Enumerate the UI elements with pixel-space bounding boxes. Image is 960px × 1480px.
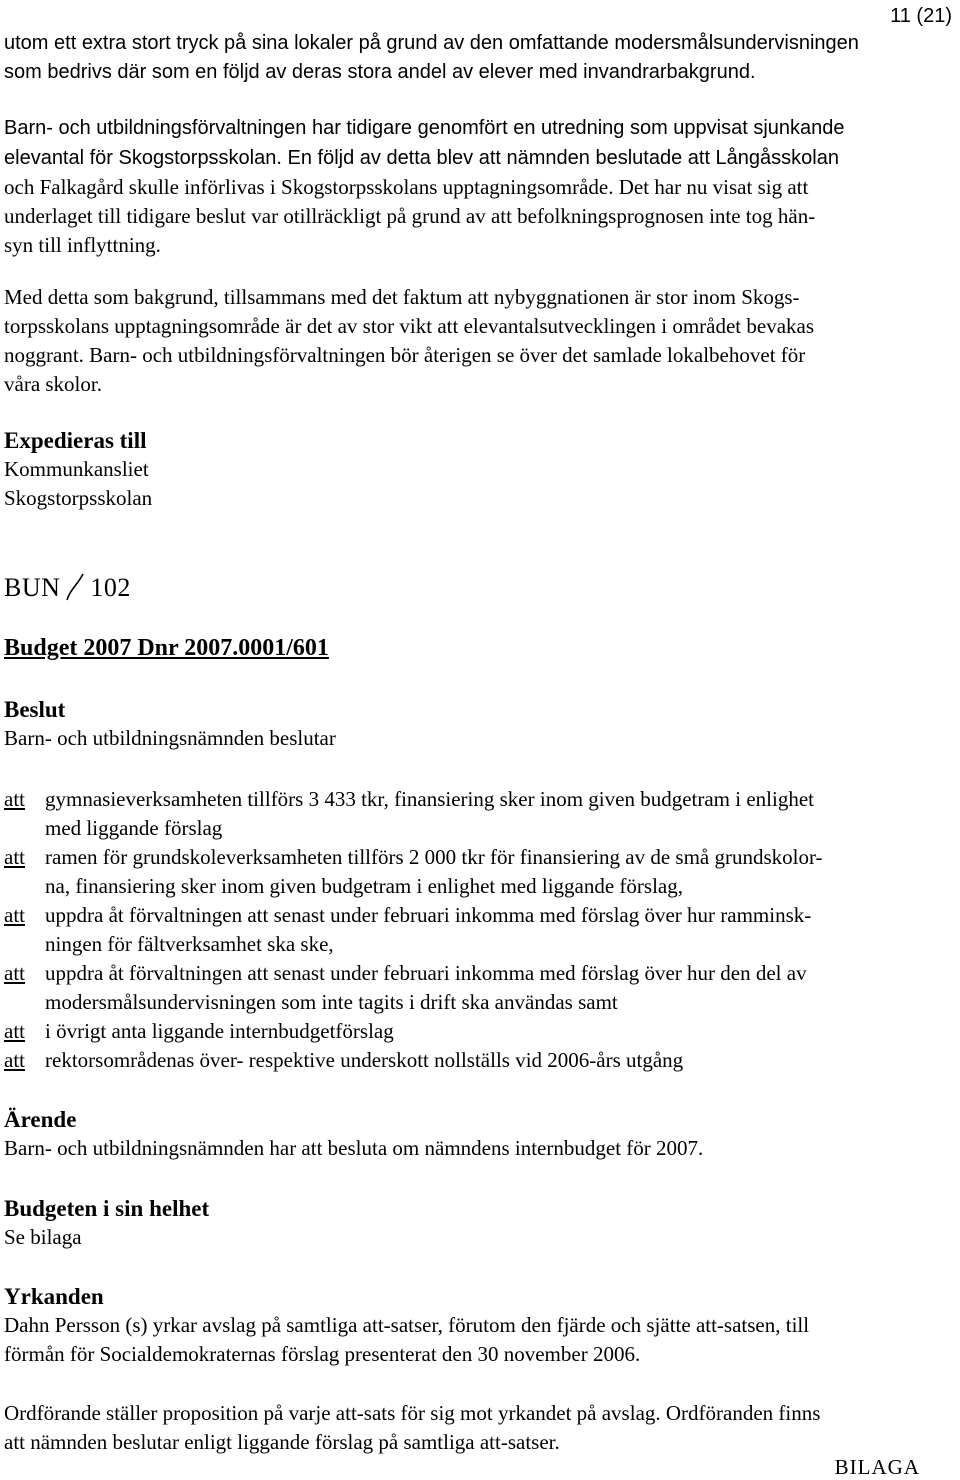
page-number: 11 (21) <box>890 5 952 27</box>
paragraph-flag-icon <box>64 572 86 602</box>
budgeten-section <box>4 1194 950 1252</box>
att-marker: att <box>4 787 25 811</box>
att-list <box>4 785 950 1075</box>
text-line: Ordförande ställer proposition på varje att-sats för sig mot yrkandet på avslag. Ordföranden finns <box>4 1401 821 1425</box>
text-line: Dahn Persson (s) yrkar avslag på samtliga att-satser, förutom den fjärde och sjätte att-satsen, till <box>4 1313 810 1337</box>
att-item <box>4 843 950 901</box>
text-line: elevantal för Skogstorpsskolan. <box>4 147 282 169</box>
bun-number: 102 <box>90 573 131 602</box>
att-item-line: rektorsområdenas över- respektive underskott nollställs vid 2006-års utgång <box>45 1048 684 1072</box>
att-item-text <box>45 843 950 901</box>
section-heading: Expedieras till <box>4 428 147 453</box>
text-line: att nämnden beslutar enligt liggande förslag på samtliga att-satser. <box>4 1430 560 1454</box>
section-heading: Budgeten i sin helhet <box>4 1196 210 1221</box>
recipient: Kommunkansliet <box>4 457 149 481</box>
text-line: noggrant. Barn- och utbildningsförvaltningen bör återigen se över det samlade lokalbehovet för <box>4 343 806 367</box>
att-item-line: gymnasieverksamheten tillförs 3 433 tkr, finansiering sker inom given budgetram i enlighet <box>45 787 814 811</box>
att-marker: att <box>4 845 25 869</box>
text-line: En följd av detta blev att nämnden beslutade att Långåsskolan <box>281 147 839 169</box>
beslut-intro: Barn- och utbildningsnämnden beslutar <box>4 726 336 750</box>
att-item <box>4 901 950 959</box>
budgeten-text: Se bilaga <box>4 1225 82 1249</box>
proposition-paragraph <box>4 1399 950 1457</box>
recipient: Skogstorpsskolan <box>4 486 153 510</box>
att-item <box>4 959 950 1017</box>
arende-text: Barn- och utbildningsnämnden har att besluta om nämndens internbudget för 2007. <box>4 1136 704 1160</box>
bilaga-label: BILAGA <box>834 1455 920 1479</box>
att-item-text <box>45 959 950 1017</box>
att-item-line: med liggande förslag <box>45 816 223 840</box>
att-item-text <box>45 1017 950 1046</box>
text-line: som bedrivs där som en följd av deras stora andel av elever med invandrarbakgrund. <box>4 61 756 83</box>
att-item <box>4 1017 950 1046</box>
section-heading: Beslut <box>4 697 66 722</box>
att-item-line: modersmålsundervisningen som inte tagits i drift ska användas samt <box>45 990 618 1014</box>
intro-paragraph-1 <box>4 29 950 87</box>
att-item-line: uppdra åt förvaltningen att senast under februari inkomma med förslag över hur den del av <box>45 961 807 985</box>
att-item <box>4 1046 950 1075</box>
att-item-text <box>45 1046 950 1075</box>
expedieras-section <box>4 426 950 513</box>
bun-paragraph <box>4 572 950 602</box>
bun-prefix: BUN <box>4 573 61 602</box>
section-heading: Ärende <box>4 1107 77 1132</box>
intro-paragraph-3 <box>4 283 950 399</box>
text-line: Med detta som bakgrund, tillsammans med det faktum att nybyggnationen är stor inom Skogs- <box>4 285 800 309</box>
att-item-line: ningen för fältverksamhet ska ske, <box>45 932 334 956</box>
text-line: syn till inflyttning. <box>4 233 161 257</box>
yrkanden-section <box>4 1282 950 1369</box>
att-marker: att <box>4 903 25 927</box>
att-item-line: na, finansiering sker inom given budgetram i enlighet med liggande förslag, <box>45 874 683 898</box>
att-marker: att <box>4 961 25 985</box>
att-item-line: i övrigt anta liggande internbudgetförslag <box>45 1019 394 1043</box>
section-heading: Yrkanden <box>4 1284 104 1309</box>
text-line: Barn- och utbildningsförvaltningen har tidigare genomfört en utredning som uppvisat sjunkande <box>4 117 845 139</box>
text-line: underlaget till tidigare beslut var otillräckligt på grund av att befolkningsprognosen inte tog hän- <box>4 204 816 228</box>
text-line: och Falkagård skulle införlivas i Skogstorpsskolans upptagningsområde. <box>4 175 614 199</box>
att-item-line: ramen för grundskoleverksamheten tillförs 2 000 tkr för finansiering av de små grundskolor- <box>45 845 823 869</box>
att-item <box>4 785 950 843</box>
att-item-line: uppdra åt förvaltningen att senast under februari inkomma med förslag över hur ramminsk- <box>45 903 812 927</box>
text-line: utom ett extra stort tryck på sina lokaler på grund av den omfattande modersmålsundervisningen <box>4 32 859 54</box>
intro-paragraph-2 <box>4 114 950 260</box>
att-item-text <box>45 901 950 959</box>
att-marker: att <box>4 1019 25 1043</box>
att-marker: att <box>4 1048 25 1072</box>
att-item-text <box>45 785 950 843</box>
text-line: våra skolor. <box>4 372 102 396</box>
text-line: förmån för Socialdemokraternas förslag presenterat den 30 november 2006. <box>4 1342 641 1366</box>
text-line: Det har nu visat sig att <box>613 175 809 199</box>
arende-section <box>4 1105 950 1163</box>
beslut-section <box>4 695 950 753</box>
text-line: torpsskolans upptagningsområde är det av stor vikt att elevantalsutvecklingen i området bevakas <box>4 314 815 338</box>
budget-title: Budget 2007 Dnr 2007.0001/601 <box>4 635 329 661</box>
